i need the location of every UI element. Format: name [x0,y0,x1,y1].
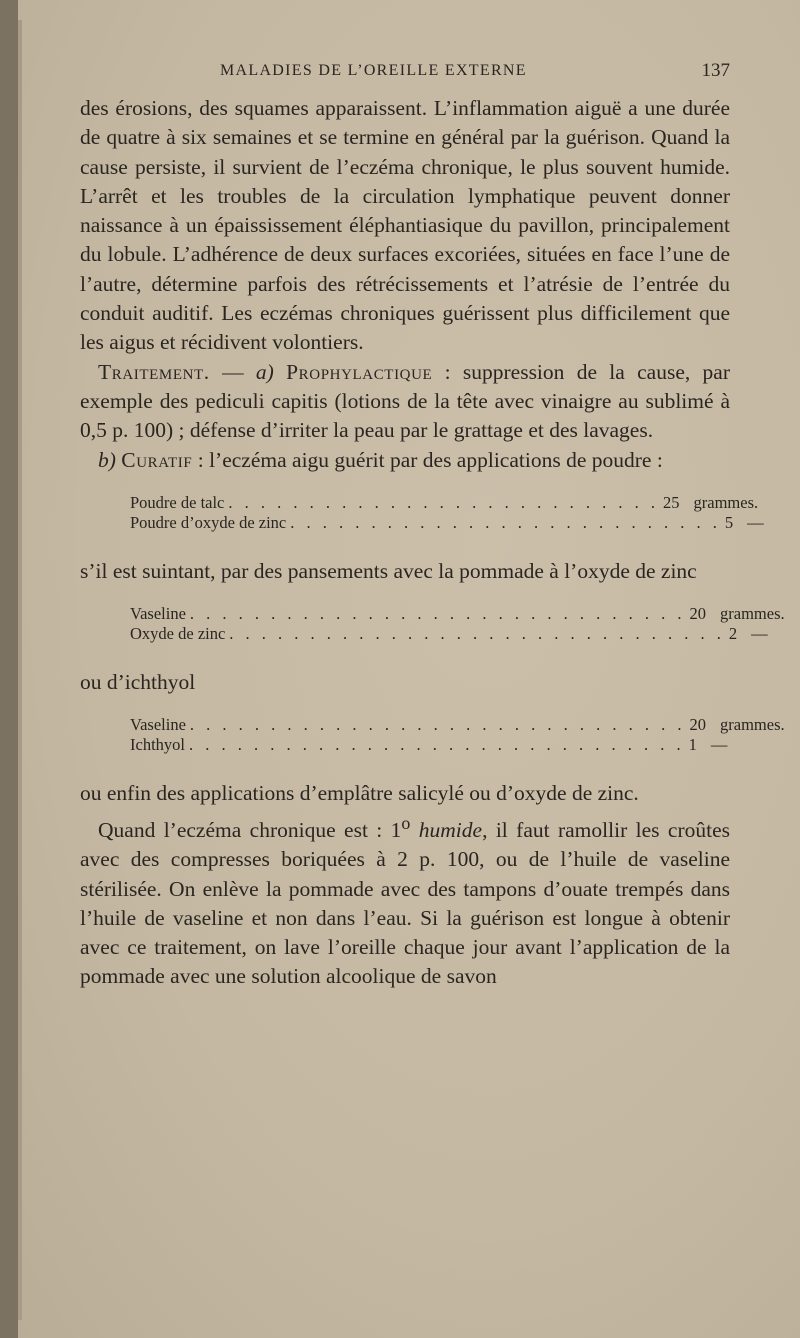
formula-pommade-zinc [130,604,785,644]
ingredient-unit: — [751,624,768,644]
formula-row [130,735,728,755]
ingredient-unit: grammes. [693,492,759,512]
formula-row [130,715,785,735]
leader-dots: . . . . . . . . . . . . . . . . . . . . . . . . . . . . . . . [189,735,685,755]
paragraph-chronique-rest: , il faut ramollir les croûtes avec des compresses boriquées à 2 p. 100, ou de l’huile de vaseline stérilisée. On enlève la pommade avec des tampons d’ouate trempés dans l’huile de vaseline et non dans l’eau. Si la guérison est longue à obtenir avec ce traitement, on lave l’oreille chaque jour avant l’application de la pommade avec une solution alcoolique de savon [80,817,730,989]
leader-dots: . . . . . . . . . . . . . . . . . . . . . . . . . . . [290,512,721,532]
formula-row [130,492,759,513]
page-body [80,94,785,992]
page-number: 137 [701,60,730,81]
ingredient-unit: grammes. [720,604,785,624]
paragraph-curatif [80,446,730,475]
paragraph-eczema-course: des érosions, des squames apparaissent. L’inflammation aiguë a une durée de quatre à six semaines et se termine en général par la guérison. Quand la cause persiste, il survient de l’eczéma chronique, le plus souvent humide. L’arrêt et les troubles de la circulation lymphatique peuvent donner naissance à un épaississement éléphantiasique du pavillon, principalement du lobule. L’adhérence de deux surfaces excoriées, situées en face l’une de l’autre, détermine parfois des rétrécissements et l’atrésie de l’entrée du conduit auditif. Les eczémas chroniques guérissent plus difficilement que les aigus et récidivent volontiers. [80,96,730,355]
paragraph-curatif-text: : l’eczéma aigu guérit par des applications de poudre : [192,447,663,472]
ingredient-name: Poudre de talc [130,492,225,512]
leader-dots: . . . . . . . . . . . . . . . . . . . . . . . . . . . . . . . [189,604,686,624]
formula-poudre [130,492,764,533]
paragraph-chronique [80,809,730,992]
formula-row [130,512,764,533]
formula-row [130,624,768,644]
dash: — [209,359,256,384]
ingredient-name: Poudre d’oxyde de zinc [130,512,287,532]
ingredient-quantity: 20 [689,604,707,624]
ingredient-quantity: 25 [663,492,680,512]
ingredient-quantity: 5 [724,512,734,532]
book-page [18,0,800,1338]
item-marker-b: b) [98,447,116,472]
paragraph-traitement [80,358,730,446]
ingredient-quantity: 2 [728,624,738,644]
paragraph-chronique-start: Quand l’eczéma chronique est : 1 [98,817,402,842]
ingredient-name: Oxyde de zinc [130,624,226,644]
leader-dots: . . . . . . . . . . . . . . . . . . . . . . . . . . . . . . . [189,715,686,735]
ingredient-unit: — [710,735,728,755]
item-marker-a: a) [255,359,274,384]
running-head: MALADIES DE L’OREILLE EXTERNE [220,62,527,79]
formula-row [130,604,785,624]
paragraph-traitement-text: : suppression de la cause, par exemple des pediculi capitis (lotions de la tête avec vinaigre au sublimé à 0,5 p. 100) ; défense d’irriter la peau par le grattage et des lavages. [80,359,731,443]
page-edge-shadow [18,20,22,1320]
paragraph-ichthyol: ou d’ichthyol [80,670,196,695]
ingredient-quantity: 1 [688,735,697,755]
paragraph-suintant: s’il est suintant, par des pansements avec la pommade à l’oxyde de zinc [80,558,697,583]
ingredient-unit: grammes. [720,715,785,735]
paragraph-emplatre: ou enfin des applications d’emplâtre salicylé ou d’oxyde de zinc. [80,781,639,806]
section-label-traitement: Traitement. [98,359,210,384]
ingredient-name: Vaseline [130,604,186,624]
emphasis-humide: humide [418,817,483,842]
leader-dots: . . . . . . . . . . . . . . . . . . . . . . . . . . . . . . . [229,624,725,644]
ingredient-unit: — [747,512,764,532]
subsection-label-prophylactique: Prophylactique [286,359,433,384]
formula-pommade-ichthyol [130,715,785,755]
subsection-label-curatif: Curatif [121,447,193,472]
ingredient-name: Vaseline [130,715,186,735]
leader-dots: . . . . . . . . . . . . . . . . . . . . . . . . . . . [228,492,660,512]
ingredient-name: Ichthyol [130,735,185,755]
page-header [80,60,730,86]
ingredient-quantity: 20 [689,715,707,735]
ordinal-marker: o [401,812,411,833]
